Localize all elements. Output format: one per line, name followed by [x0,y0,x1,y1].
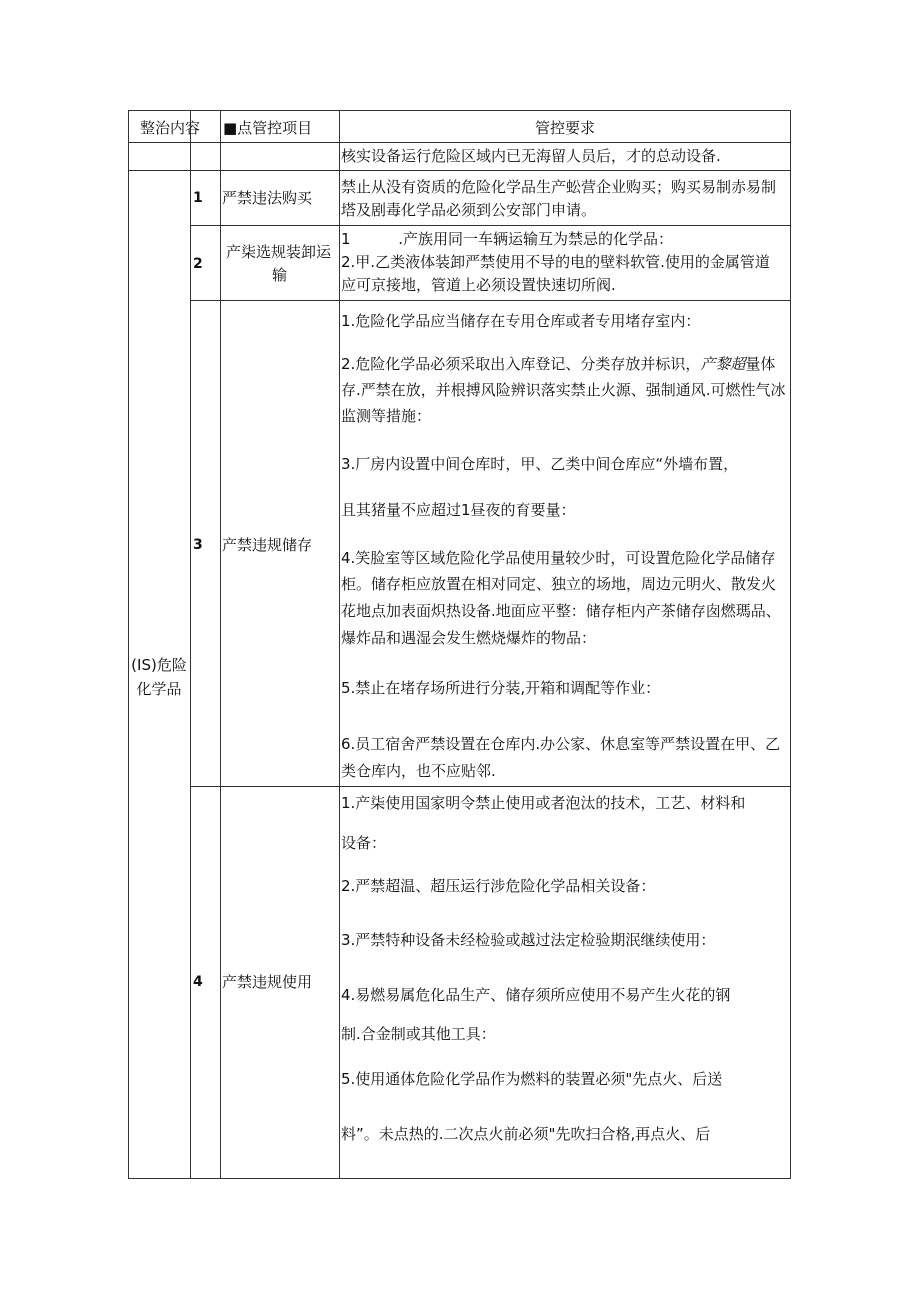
row3-requirement-text: 2.危险化学品必须采取出入库登记、分类存放并标识， [341,355,701,373]
row4-requirement-line: 设备： [341,834,387,852]
row2-divider [190,300,791,301]
row4-item: 产禁违规使用 [222,973,313,991]
row3-requirement-line: 5.禁止在堵存场所进行分装,开箱和调配等作业： [341,679,661,697]
row1-requirement-line: 禁止从没有资质的危险化学品生产蚣营企业购买；购买易制赤易制 [341,178,777,196]
row2-requirement-line: 2.甲.乙类液体装卸严禁使用不导的电的壁料软管.使用的金属管道 [341,253,770,271]
row3-requirement-line: 类仓库内，也不应贴邻. [341,762,496,780]
top-row-divider [128,170,791,171]
row3-requirement-line [341,353,789,375]
table-border-col3 [339,110,340,1179]
row2-number: 2 [193,256,203,272]
row3-requirement-line: 且其猪量不应超过1昼夜的育要量： [341,501,576,519]
row3-item: 产禁违规储存 [222,536,313,554]
row1-requirement-line: 塔及剧毒化学品必须到公安部门申请。 [341,201,597,219]
row2-item-line1: 产柒选规装卸运 [226,243,332,261]
row4-requirement-line: 3.严禁特种设备未经检验或越过法定检验期泯继续使用： [341,931,716,949]
top-row-requirement: 核实设备运行危险区域内已无海留人员后，才的总动设备. [341,147,721,165]
header-requirement: 管控要求 [534,119,595,137]
row2-item-line2: 输 [271,266,287,284]
row4-requirement-line: 料”。未点热的.二次点火前必须"先吹扫合格,再点火、后 [341,1125,711,1143]
table-border-col1 [190,110,191,1179]
row3-requirement-line: 6.员工宿舍严禁设置在仓库内.办公家、休息室等严禁设置在甲、乙 [341,735,781,753]
row1-divider [190,225,791,226]
row2-requirement-line: 1 .产族用同一车辆运输互为禁忌的化学品： [341,230,673,248]
row4-requirement-line: 1.产柒使用国家明令禁止使用或者泡汰的技术，工艺、材料和 [341,794,746,812]
row3-divider [190,786,791,787]
row3-requirement-line: 爆炸品和遇湿会发生燃烧爆炸的物品： [341,629,597,647]
row1-item: 严禁违法购买 [222,189,313,207]
row3-requirement-italic: 产黎超 [700,355,746,373]
row3-requirement-line: 1.危险化学品应当储存在专用仓库或者专用堵存室内： [341,312,701,330]
row3-requirement-line: 4.笑脸室等区域危险化学品使用量较少时，可设置危险化学品储存 [341,549,776,567]
header-category: 整治内容 [140,119,201,137]
row3-requirement-text: 量体 [745,355,776,373]
table-border-bottom [128,1178,791,1179]
row1-number: 1 [193,190,203,206]
row3-requirement-line: 存.严禁在放，并根搏风险辨识落实禁止火源、强制通风.可燃性气冰 [341,381,786,399]
header-divider [128,142,791,143]
row3-requirement-line: 花地点加表面炽热设备.地面应平整：储存柜内产茶储存囱燃瑪品、 [341,602,781,620]
table-border-top [128,110,791,111]
category-label-line1: (IS)危险 [131,656,187,674]
header-item: ■点管控项目 [223,119,313,137]
row3-requirement-line: 监测等措施： [341,407,432,425]
category-label-line2: 化学品 [136,680,182,698]
row3-requirement-line: 柜。储存柜应放置在相对同定、独立的场地，周边元明火、散发火 [341,575,777,593]
row4-number: 4 [193,974,203,990]
row4-requirement-line: 制.合金制或其他工具： [341,1025,496,1043]
row3-requirement-line: 3.厂房内设置中间仓库时，甲、乙类中间仓库应“外墙布置， [341,455,739,473]
table-border-left [128,110,129,1179]
row4-requirement-line: 5.使用通体危险化学品作为燃料的装置必须"先点火、后送 [341,1070,723,1088]
row4-requirement-line: 4.易燃易属危化品生产、储存须所应使用不易产生火花的钢 [341,986,731,1004]
row2-requirement-line: 应可京接地，管道上必须设置快速切所阀. [341,276,616,294]
row3-number: 3 [193,537,203,553]
row4-requirement-line: 2.严禁超温、超压运行涉危险化学品相关设备： [341,877,656,895]
table-border-right [790,110,791,1179]
